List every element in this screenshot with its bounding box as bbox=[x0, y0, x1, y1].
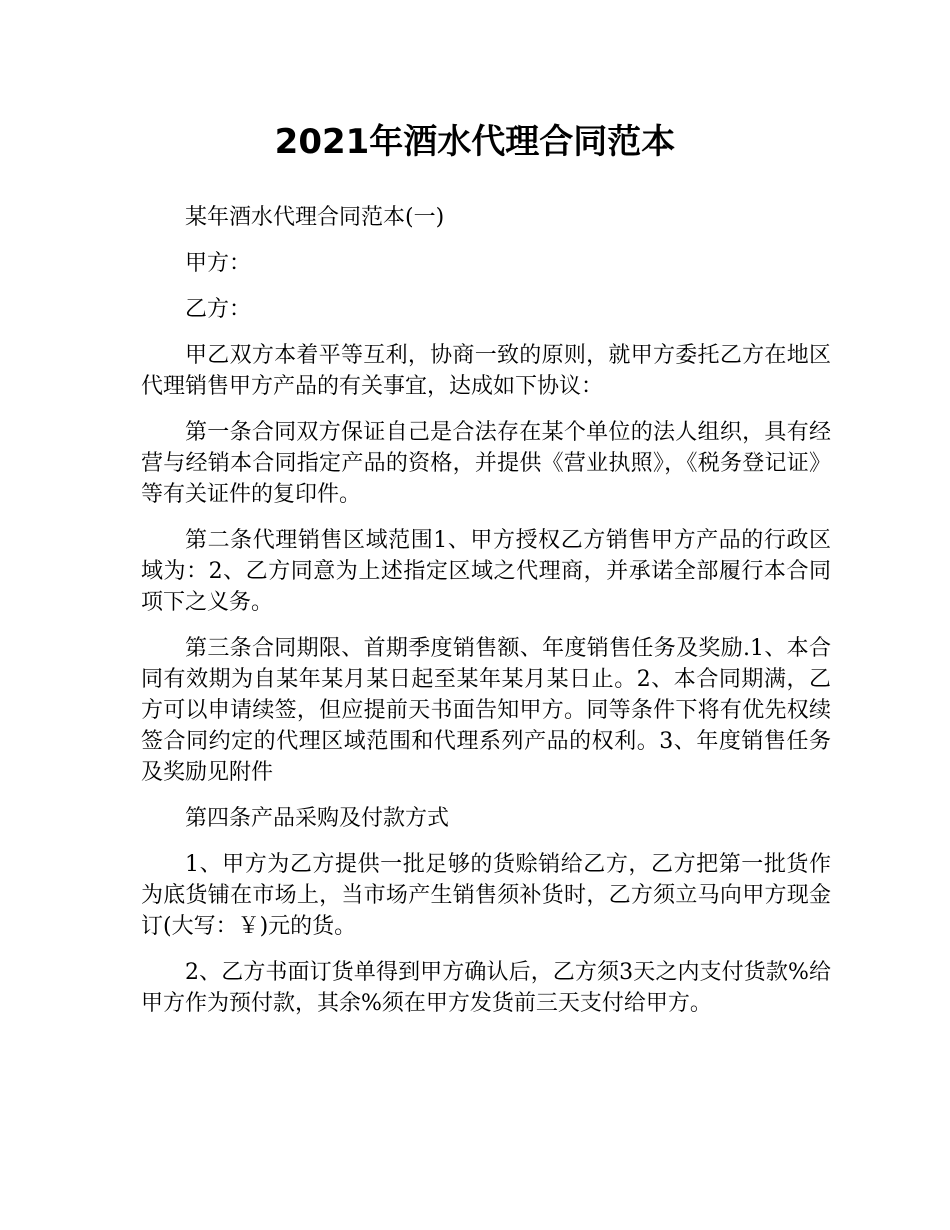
paragraph-party-a: 甲方： bbox=[185, 251, 252, 276]
paragraph-party-b: 乙方： bbox=[185, 297, 252, 322]
paragraph-article-4-item-1: 1、甲方为乙方提供一批足够的货赊销给乙方，乙方把第一批货作为底货铺在市场上，当市场产生销售须补货时，乙方须立马向甲方现金订(大写：￥)元的货。 bbox=[141, 852, 831, 939]
paragraph-article-3: 第三条合同期限、首期季度销售额、年度销售任务及奖励.1、本合同有效期为自某年某月某日起至某年某月某日止。2、本合同期满，乙方可以申请续签，但应提前天书面告知甲方。同等条件下将有优先权续签合同约定的代理区域范围和代理系列产品的权利。3、年度销售任务及奖励见附件 bbox=[141, 636, 831, 785]
paragraph-subtitle: 某年酒水代理合同范本(一) bbox=[185, 205, 445, 230]
document-body bbox=[141, 202, 831, 1034]
document-title: 2021年酒水代理合同范本 bbox=[274, 122, 676, 162]
paragraph-article-2: 第二条代理销售区域范围1、甲方授权乙方销售甲方产品的行政区域为：2、乙方同意为上述指定区域之代理商，并承诺全部履行本合同项下之义务。 bbox=[141, 528, 831, 615]
paragraph-preamble: 甲乙双方本着平等互利，协商一致的原则，就甲方委托乙方在地区代理销售甲方产品的有关事宜，达成如下协议： bbox=[141, 343, 831, 399]
paragraph-article-1: 第一条合同双方保证自己是合法存在某个单位的法人组织，具有经营与经销本合同指定产品的资格，并提供《营业执照》，《税务登记证》等有关证件的复印件。 bbox=[141, 420, 831, 507]
paragraph-article-4-heading: 第四条产品采购及付款方式 bbox=[185, 806, 450, 831]
paragraph-article-4-item-2: 2、乙方书面订货单得到甲方确认后，乙方须3天之内支付货款%给甲方作为预付款，其余%须在甲方发货前三天支付给甲方。 bbox=[141, 960, 831, 1016]
